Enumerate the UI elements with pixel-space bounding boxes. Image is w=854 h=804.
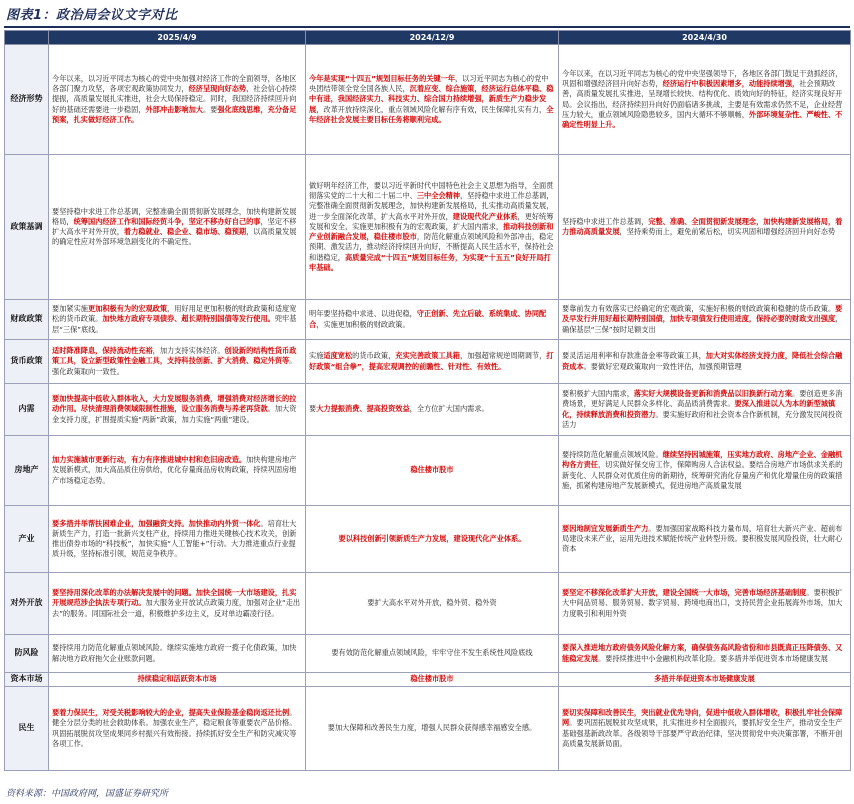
row-category: 房地产	[5, 436, 49, 506]
body-text: ，以习近平同志为核心的党中央团结带领全党全国各族人民，	[309, 73, 549, 94]
row-category: 财政政策	[5, 300, 49, 340]
body-text: 要扩大高水平对外开放，稳外贸、稳外资	[367, 598, 497, 608]
comparison-cell	[306, 300, 559, 340]
body-text: 。要	[202, 104, 218, 114]
comparison-cell	[49, 300, 306, 340]
highlight-text: 适度宽松	[323, 351, 353, 361]
highlight-text: 加力实施城市更新行动，有力有序推进城中村和危旧房改造。	[52, 455, 247, 465]
body-text: 社会预期改善，高质量发展扎实推进，呈现增长较快、结构优化、质效向好的特征，经济实现良好开局。会议指出，经济持续回升向好仍面临诸多挑战，主要是有效需求仍然不足，企业经营压力较大，重点领域风险隐患较多，国内大循环不够顺畅，	[562, 79, 843, 119]
body-text: 。要积极扩大中间品贸易、服务贸易、数字贸易、跨境电商出口，支持民营企业拓展海外市场，加大力度吸引和利用外资	[562, 588, 843, 618]
figure-title: 图表1：政治局会议文字对比	[6, 8, 178, 23]
highlight-text: 外部冲击影响加大	[145, 104, 203, 114]
table-row	[5, 300, 851, 340]
comparison-cell	[49, 340, 306, 384]
comparison-cell	[49, 573, 306, 635]
table-row	[5, 340, 851, 384]
table-row	[5, 436, 851, 506]
highlight-text: 创设新的结构性货币政策工具，设立新型政策性金融工具，支持科技创新、扩大消费、稳定外贸等	[52, 346, 297, 366]
highlight-text: 要坚持用深化改革的办法解决发展中的问题。加快全国统一大市场建设，扎实开展规范涉企执法专项行动。	[52, 588, 297, 608]
body-text: 今年以来，在以习近平同志为核心的党中央坚强领导下，各地区各部门鼓足干劲抓经济，巩固和增强经济回升向好态势，	[562, 68, 843, 89]
highlight-text: 稳住楼市股市	[410, 465, 454, 475]
body-text: 要积极扩大国内需求，	[562, 389, 634, 399]
highlight-text: 建设现代化产业体系	[452, 211, 518, 221]
body-text: ，坚持稳中求进工作总基调，完整准确全面贯彻新发展理念，加快构建新发展格局，扎实推动高质量发展，进一步全面深化改革，扩大高水平对外开放，	[309, 191, 554, 221]
body-text: 加快构建房地产发展新模式，加大高品质住房供给，优化存量商品房收购政策，持续巩固房地产市场稳定态势。	[52, 455, 297, 485]
body-text: 实施	[309, 351, 324, 361]
comparison-cell	[559, 506, 851, 573]
highlight-text: 稳住楼市股市	[410, 674, 454, 684]
header-2024-04-30: 2024/4/30	[559, 31, 851, 45]
highlight-text: 统筹国内经济工作和国际经贸斗争，坚定不移办好自己的事	[73, 216, 261, 226]
body-text: ，坚持乘势而上，避免前紧后松，切实巩固和增强经济回升向好态势	[619, 227, 836, 236]
comparison-cell	[306, 573, 559, 635]
body-text: 要加紧实施	[52, 304, 88, 314]
body-text: ，用好用足更加积极的财政政策和适度宽松的货币政策。	[52, 304, 297, 324]
body-text: 坚持稳中求进工作总基调，	[562, 216, 649, 226]
comparison-cell	[306, 673, 559, 687]
table-row	[5, 506, 851, 573]
comparison-cell	[306, 45, 559, 155]
table-body	[5, 45, 851, 771]
highlight-text: 落实好大规模设备更新和消费品以旧换新行动方案	[633, 389, 793, 399]
comparison-cell	[559, 384, 851, 436]
highlight-text: 着力稳就业、稳企业、稳市场、稳预期	[123, 227, 247, 236]
comparison-cell	[306, 687, 559, 771]
row-category: 对外开放	[5, 573, 49, 635]
body-text: 做好明年经济工作，要以习近平新时代中国特色社会主义思想为指导，全面贯彻落实党的二十大和二十届二中、	[309, 181, 554, 201]
body-text: ，改革开放持续深化，重点领域风险化解有序有效，民生保障扎实有力，	[316, 104, 547, 114]
body-text: 。要创造更多消费场景，更好满足人民群众多样化、高品质消费需求。	[562, 389, 843, 409]
body-text: ，加力支持实体经济。	[152, 346, 225, 356]
highlight-text: 大力提振消费、提高投资效益	[316, 404, 410, 414]
comparison-cell	[559, 635, 851, 673]
highlight-text: 充实完善政策工具箱	[395, 351, 460, 361]
row-category: 产业	[5, 506, 49, 573]
comparison-cell	[559, 155, 851, 300]
highlight-text: 三中全会精神	[416, 191, 460, 201]
highlight-text: 要深入推进以人为本的新型城镇化，持续释放消费和投资潜力	[562, 399, 836, 419]
highlight-text: 打好政策“组合拳”，提高宏观调控的前瞻性、针对性、有效性。	[309, 351, 554, 371]
highlight-text: 要坚定不移深化改革扩大开放，建设全国统一大市场，完善市场经济基础制度	[562, 588, 807, 598]
comparison-cell	[559, 673, 851, 687]
comparison-cell	[306, 506, 559, 573]
comparison-cell	[49, 635, 306, 673]
highlight-text: 继续坚持因城施策，压实地方政府、房地产企业、金融机构各方责任	[562, 450, 843, 470]
row-category: 民生	[5, 687, 49, 771]
table-row	[5, 673, 851, 687]
highlight-text: 要加快提高中低收入群体收入，大力发展服务消费，增强消费对经济增长的拉动作用。尽快清理消费领域限制性措施，设立服务消费与养老再贷款	[52, 394, 297, 414]
body-text: ，切实做好保交房工作，保障购房人合法权益。要结合房地产市场供求关系的新变化、人民群众对优质住房的新期待，统筹研究消化存量房产和优化增量住房的政策措施，抓紧构建房地产发展新模式，促进房地产高质量发展	[562, 460, 843, 490]
body-text: 今年以来，以习近平同志为核心的党中央加强对经济工作的全面领导，各地区各部门聚力攻坚，各项宏观政策协同发力，	[52, 73, 297, 94]
highlight-text: 要切实保障和改善民生，突出就业优先导向，促进中低收入群体增收，积极扎牢社会保障网	[562, 708, 843, 728]
body-text: 加大服务业开放试点政策力度，加强对企业“走出去”的服务。同国际社会一道，积极维护多边主义，反对单边霸凌行径。	[52, 598, 301, 618]
body-text: 要加大保障和改善民生力度，增强人民群众获得感幸福感安全感。	[327, 723, 537, 733]
table-row	[5, 155, 851, 300]
body-text: ，更好统筹发展和安全，实施更加积极有为的宏观政策，扩大国内需求，	[309, 211, 554, 231]
highlight-text: 多措并举促进资本市场健康发展	[654, 674, 755, 684]
highlight-text: 要及早发行并用好超长期特别国债，加快专项债发行使用进度，保持必要的财政支出强度	[562, 304, 843, 324]
body-text: 。培育壮大新质生产力，打造一批新兴支柱产业，持续用力推进关键核心技术攻关，创新推出债券市场的“科技板”，加快实施“人工智能+”行动。大力推进重点行业提质升级，坚持标准引领，规范竞争秩序。	[52, 518, 297, 559]
highlight-text: 更加积极有为的宏观政策	[87, 304, 168, 314]
body-text: 要有效防范化解重点领域风险，牢牢守住不发生系统性风险底线	[331, 648, 533, 658]
title-divider	[4, 26, 850, 28]
body-text: 要持续防范化解重点领域风险。	[562, 450, 663, 460]
highlight-text: 今年是实现“十四五”规划目标任务的关键一年	[309, 73, 456, 83]
body-text: ，以高质量发展的确定性应对外部环境急剧变化的不确定性。	[52, 227, 297, 247]
highlight-text: 高质量完成“十四五”规划目标任务，为实现“十五五”良好开局打牢基础。	[309, 252, 551, 272]
highlight-text: 要多措并举帮扶困难企业，加强融资支持。加快推动内外贸一体化	[52, 518, 261, 528]
highlight-text: 加快地方政府专项债券、超长期特别国债等发行使用。	[102, 314, 275, 324]
comparison-cell	[306, 155, 559, 300]
highlight-text: 全年经济社会发展主要目标任务将顺利完成。	[309, 104, 554, 124]
body-text: 要	[309, 404, 317, 414]
table-row	[5, 687, 851, 771]
highlight-text: 推动科技创新和产业创新融合发展，稳住楼市股市	[309, 221, 554, 242]
highlight-text: 要以科技创新引领新质生产力发展，建设现代化产业体系。	[338, 533, 526, 543]
header-2025-04-09: 2025/4/9	[49, 31, 306, 45]
table-row	[5, 45, 851, 155]
highlight-text: 经济运行中积极因素增多，动能持续增强，	[662, 79, 800, 89]
highlight-text: 要着力保民生，对受关税影响较大的企业，提高失业保险基金稳岗返还比例	[52, 708, 290, 718]
body-text: 。要持续推进中小金融机构改革化险。要多措并举促进资本市场健康发展	[597, 653, 828, 663]
comparison-cell	[49, 384, 306, 436]
body-text: 要坚持稳中求进工作总基调，完整准确全面贯彻新发展理念，加快构建新发展格局，	[52, 206, 297, 226]
highlight-text: 持续稳定和活跃资本市场	[137, 674, 217, 684]
row-category: 内需	[5, 384, 49, 436]
row-category: 经济形势	[5, 45, 49, 155]
comparison-cell	[559, 687, 851, 771]
highlight-text: 守正创新、先立后破、系统集成、协同配合	[309, 309, 547, 329]
body-text: 。加大资金支持力度，扩围提质实施“两新”政策，加力实施“两重”建设。	[52, 404, 297, 424]
comparison-cell	[306, 436, 559, 506]
comparison-cell	[49, 506, 306, 573]
body-text: ，全方位扩大国内需求。	[409, 404, 489, 414]
body-text: ，加强超常规逆周期调节，	[460, 351, 547, 361]
highlight-text: 沉着应变、综合施策，经济运行总体平稳、稳中有进，我国经济实力、科技实力、综合国力持续增强，新质生产力稳步发展	[309, 84, 554, 114]
body-text: ，社会信心持续提振，高质量发展扎实推进，社会大局保持稳定。同时，我国经济持续回升向好的基础还需要进一步稳固，	[52, 84, 297, 114]
body-text: ，防范化解重点领域风险和外部冲击，稳定预期、激发活力，推动经济持续回升向好，不断提高人民生活水平，保持社会和谐稳定，	[309, 232, 554, 262]
body-text: 要灵活运用利率和存款准备金率等政策工具，	[562, 351, 706, 361]
comparison-cell	[49, 155, 306, 300]
body-text: 明年要坚持稳中求进、以进促稳，	[309, 309, 417, 319]
comparison-cell	[306, 340, 559, 384]
body-text: 。健全分层分类的社会救助体系。加强农业生产，稳定粮食等重要农产品价格。巩固拓展脱贫攻坚成果同乡村振兴有效衔接。持续抓好安全生产和防灾减灾等各项工作。	[52, 708, 297, 748]
row-category: 防风险	[5, 635, 49, 673]
highlight-text: 经济呈现向好态势	[188, 84, 247, 94]
header-2024-12-09: 2024/12/9	[306, 31, 559, 45]
body-text: ，实施更加积极的财政政策。	[316, 319, 410, 329]
comparison-cell	[559, 45, 851, 155]
body-text: 。要加强国家战略科技力量布局，培育壮大新兴产业、超前布局建设未来产业，运用先进技术赋能传统产业转型升级。要积极发展风险投资，壮大耐心资本	[562, 523, 843, 554]
table-row	[5, 635, 851, 673]
table-row	[5, 384, 851, 436]
body-text: ，坚定不移扩大高水平对外开放，	[52, 216, 297, 236]
comparison-cell	[49, 45, 306, 155]
comparison-cell	[49, 673, 306, 687]
body-text: 的货币政策，	[352, 351, 396, 361]
comparison-cell	[306, 384, 559, 436]
highlight-text: 完整、准确、全面贯彻新发展理念，加快构建新发展格局，着力推动高质量发展	[562, 216, 843, 236]
comparison-cell	[559, 300, 851, 340]
header-corner	[5, 31, 49, 45]
highlight-text: 加大对实体经济支持力度，降低社会综合融资成本	[562, 351, 843, 371]
comparison-cell	[559, 436, 851, 506]
comparison-table	[4, 30, 851, 771]
header-row	[5, 31, 851, 45]
table-row	[5, 573, 851, 635]
comparison-cell	[49, 687, 306, 771]
comparison-cell	[49, 436, 306, 506]
row-category: 政策基调	[5, 155, 49, 300]
highlight-text: 强化底线思维，充分备足预案，扎实做好经济工作。	[52, 104, 297, 124]
highlight-text: 要深入推进地方政府债务风险化解方案，确保债务高风险省份和市县既真正压降债务、又能稳定发展	[562, 643, 843, 663]
body-text: 兜牢基层“三保”底线。	[52, 314, 297, 334]
body-text: 。要实施好政府和社会资本合作新机制，充分激发民间投资活力	[562, 409, 843, 429]
body-text: ，确保基层“三保”按时足额支出	[562, 314, 843, 334]
body-text: 。要做好宏观政策取向一致性评估，加强预期管理	[583, 361, 742, 371]
comparison-cell	[306, 635, 559, 673]
comparison-cell	[559, 340, 851, 384]
source-note: 资料来源：中国政府网，国盛证券研究所	[6, 789, 169, 799]
body-text: 要持续用力防范化解重点领域风险。继续实施地方政府一揽子化债政策，加快解决地方政府拖欠企业账款问题。	[52, 643, 297, 663]
row-category: 货币政策	[5, 340, 49, 384]
highlight-text: 要因地制宜发展新质生产力	[562, 523, 649, 533]
body-text: 。强化政策取向一致性。	[52, 356, 297, 376]
body-text: 要靠前发力有效落实已经确定的宏观政策，实施好积极的财政政策和稳健的货币政策。	[562, 304, 836, 314]
comparison-cell	[559, 573, 851, 635]
highlight-text: 外部环境复杂性、严峻性、不确定性明显上升。	[562, 109, 843, 129]
row-category: 资本市场	[5, 673, 49, 687]
highlight-text: 适时降准降息，保持流动性充裕	[52, 346, 153, 356]
body-text: 。要巩固拓展脱贫攻坚成果，扎实推进乡村全面振兴，要抓好安全生产，推动安全生产基础强基新政改革。各级领导干部要严守政治纪律，坚决贯彻党中央决策部署，不断开创高质量发展新局面。	[562, 718, 843, 748]
